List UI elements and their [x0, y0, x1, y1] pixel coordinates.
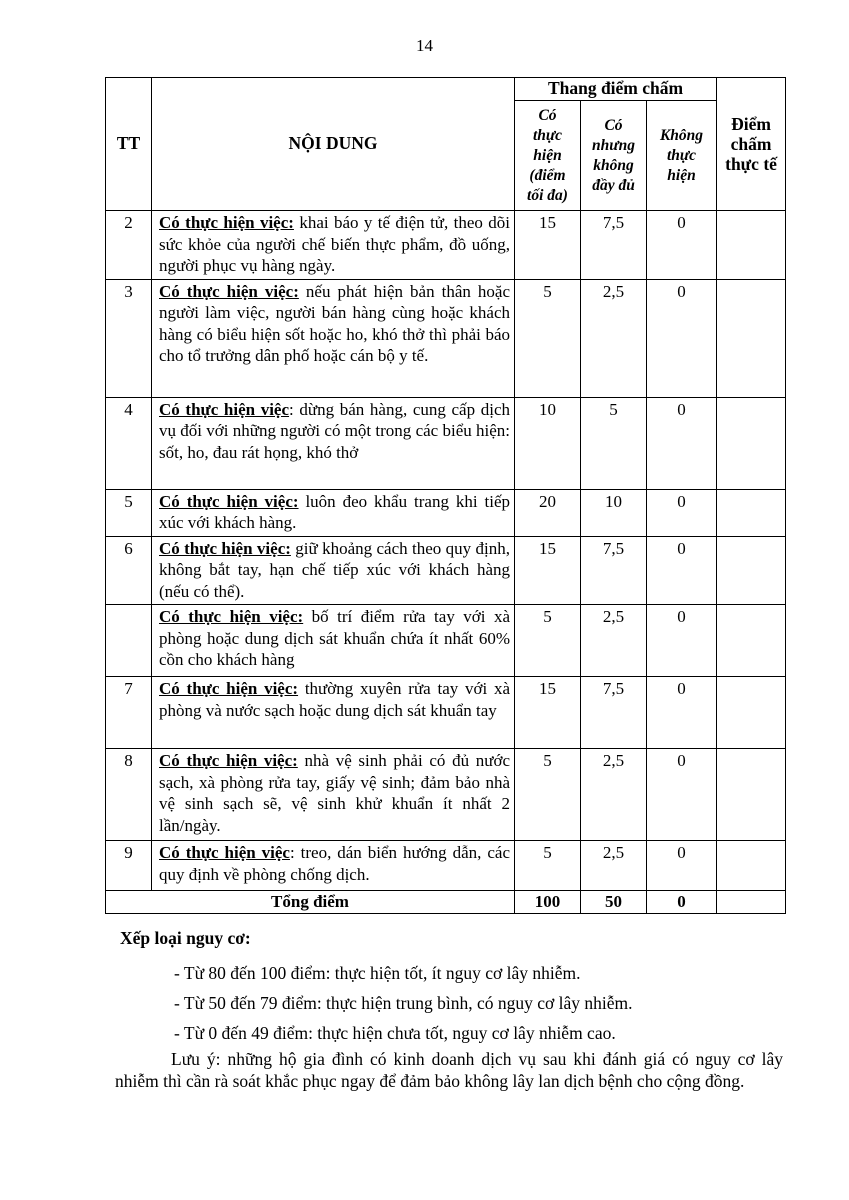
page-number: 14: [416, 36, 433, 55]
row-number: 8: [106, 749, 152, 841]
table-row: [106, 279, 786, 397]
total-label: Tổng điểm: [106, 891, 515, 914]
header-partial: [581, 101, 647, 211]
header-partial-text: Có nhưng không đầy đủ: [592, 116, 635, 194]
row-actual-score: [717, 489, 786, 536]
row-content: [152, 489, 515, 536]
row-number: 7: [106, 677, 152, 749]
row-content: [152, 397, 515, 489]
header-done-max: [515, 101, 581, 211]
row-max-score: 10: [515, 397, 581, 489]
classification-title: Xếp loại nguy cơ:: [120, 928, 251, 948]
row-partial-score: 5: [581, 397, 647, 489]
row-actual-score: [717, 279, 786, 397]
row-none-score: 0: [647, 536, 717, 605]
row-none-score: 0: [647, 279, 717, 397]
row-keyword: Có thực hiện việc:: [159, 751, 298, 770]
header-actual-score: [717, 78, 786, 211]
table-row: [106, 749, 786, 841]
header-tt: TT: [106, 78, 152, 211]
row-keyword: Có thực hiện việc:: [159, 213, 294, 232]
row-content: [152, 536, 515, 605]
row-max-score: 15: [515, 536, 581, 605]
row-number: 6: [106, 536, 152, 605]
row-keyword: Có thực hiện việc:: [159, 679, 299, 698]
row-max-score: 5: [515, 841, 581, 891]
total-max: 100: [515, 891, 581, 914]
table-row: [106, 536, 786, 605]
row-text: bố trí điểm rửa tay với xà phòng hoặc dung dịch sát khuẩn chứa ít nhất 60% cồn cho khách hàng: [159, 607, 511, 669]
row-max-score: 5: [515, 749, 581, 841]
row-none-score: 0: [647, 605, 717, 677]
row-actual-score: [717, 397, 786, 489]
row-content: [152, 749, 515, 841]
row-none-score: 0: [647, 489, 717, 536]
row-text: nhà vệ sinh phải có đủ nước sạch, xà phòng rửa tay, giấy vệ sinh; đảm bảo nhà vệ sinh sạch sẽ, vệ sinh khử khuẩn ít nhất 2 lần/ngày.: [159, 751, 510, 835]
table-row: [106, 211, 786, 280]
total-none: 0: [647, 891, 717, 914]
row-partial-score: 2,5: [581, 605, 647, 677]
row-number: [106, 605, 152, 677]
row-text: khai báo y tế điện tử, theo dõi sức khỏe của người chế biến thực phẩm, đồ uống, người phục vụ hàng ngày.: [159, 213, 511, 275]
row-number: 5: [106, 489, 152, 536]
row-actual-score: [717, 211, 786, 280]
table-row: [106, 489, 786, 536]
total-partial: 50: [581, 891, 647, 914]
row-none-score: 0: [647, 841, 717, 891]
row-content: [152, 605, 515, 677]
row-max-score: 15: [515, 677, 581, 749]
row-max-score: 15: [515, 211, 581, 280]
row-none-score: 0: [647, 677, 717, 749]
note-paragraph: Lưu ý: những hộ gia đình có kinh doanh dịch vụ sau khi đánh giá có nguy cơ lây nhiễm thì cần rà soát khắc phục ngay để đảm bảo không lây lan dịch bệnh cho cộng đồng.: [115, 1049, 783, 1091]
total-row: [106, 891, 786, 914]
row-number: 3: [106, 279, 152, 397]
row-text: giữ khoảng cách theo quy định, không bắt tay, hạn chế tiếp xúc với khách hàng (nếu có thể).: [159, 538, 510, 601]
header-content: NỘI DUNG: [152, 78, 515, 211]
row-number: 9: [106, 841, 152, 891]
row-actual-score: [717, 536, 786, 605]
total-actual: [717, 891, 786, 914]
row-content: [152, 841, 515, 891]
header-done-max-text: Có thực hiện (điểm tối đa): [527, 106, 568, 204]
row-partial-score: 7,5: [581, 536, 647, 605]
row-partial-score: 2,5: [581, 279, 647, 397]
row-content: [152, 279, 515, 397]
row-text: : dừng bán hàng, cung cấp dịch vụ đối với những người có một trong các biểu hiện: sốt, ho, đau rát họng, khó thở: [159, 399, 510, 462]
row-keyword: Có thực hiện việc:: [159, 607, 304, 626]
table-row: [106, 677, 786, 749]
row-keyword: Có thực hiện việc:: [159, 538, 291, 558]
row-number: 4: [106, 397, 152, 489]
row-actual-score: [717, 749, 786, 841]
row-content: [152, 677, 515, 749]
row-none-score: 0: [647, 211, 717, 280]
classification-item: - Từ 0 đến 49 điểm: thực hiện chưa tốt, nguy cơ lây nhiễm cao.: [174, 1023, 616, 1043]
row-none-score: 0: [647, 397, 717, 489]
header-not-done-text: Không thực hiện: [659, 126, 704, 184]
row-max-score: 5: [515, 605, 581, 677]
risk-classification: [120, 928, 633, 1051]
row-actual-score: [717, 841, 786, 891]
classification-item: - Từ 50 đến 79 điểm: thực hiện trung bình, có nguy cơ lây nhiễm.: [174, 993, 633, 1013]
row-actual-score: [717, 677, 786, 749]
header-scale-group: Thang điểm chấm: [515, 78, 717, 101]
row-text: : treo, dán biển hướng dẫn, các quy định về phòng chống dịch.: [159, 843, 510, 884]
scoring-table: [105, 77, 786, 914]
row-partial-score: 2,5: [581, 749, 647, 841]
row-text: nếu phát hiện bản thân hoặc người làm việc, người bán hàng cùng hoặc khách hàng có biểu hiện sốt hoặc ho, khó thở thì phải báo cho tổ trưởng dân phố hoặc cán bộ y tế.: [159, 281, 510, 365]
table-row: [106, 605, 786, 677]
header-not-done: [647, 101, 717, 211]
row-text: luôn đeo khẩu trang khi tiếp xúc với khách hàng.: [159, 491, 510, 532]
table-row: [106, 841, 786, 891]
row-partial-score: 7,5: [581, 677, 647, 749]
row-keyword: Có thực hiện việc:: [159, 491, 299, 511]
header-actual-score-text: Điểm chấm thực tế: [725, 114, 777, 174]
table-row: [106, 397, 786, 489]
row-partial-score: 2,5: [581, 841, 647, 891]
row-keyword: Có thực hiện việc:: [159, 281, 299, 301]
row-max-score: 20: [515, 489, 581, 536]
row-max-score: 5: [515, 279, 581, 397]
row-text: thường xuyên rửa tay với xà phòng và nước sạch hoặc dung dịch sát khuẩn tay: [159, 679, 511, 720]
row-content: [152, 211, 515, 280]
row-none-score: 0: [647, 749, 717, 841]
row-partial-score: 10: [581, 489, 647, 536]
row-partial-score: 7,5: [581, 211, 647, 280]
row-keyword: Có thực hiện việc: [159, 399, 290, 419]
row-number: 2: [106, 211, 152, 280]
row-keyword: Có thực hiện việc: [159, 843, 290, 862]
row-actual-score: [717, 605, 786, 677]
classification-item: - Từ 80 đến 100 điểm: thực hiện tốt, ít nguy cơ lây nhiễm.: [174, 963, 581, 983]
